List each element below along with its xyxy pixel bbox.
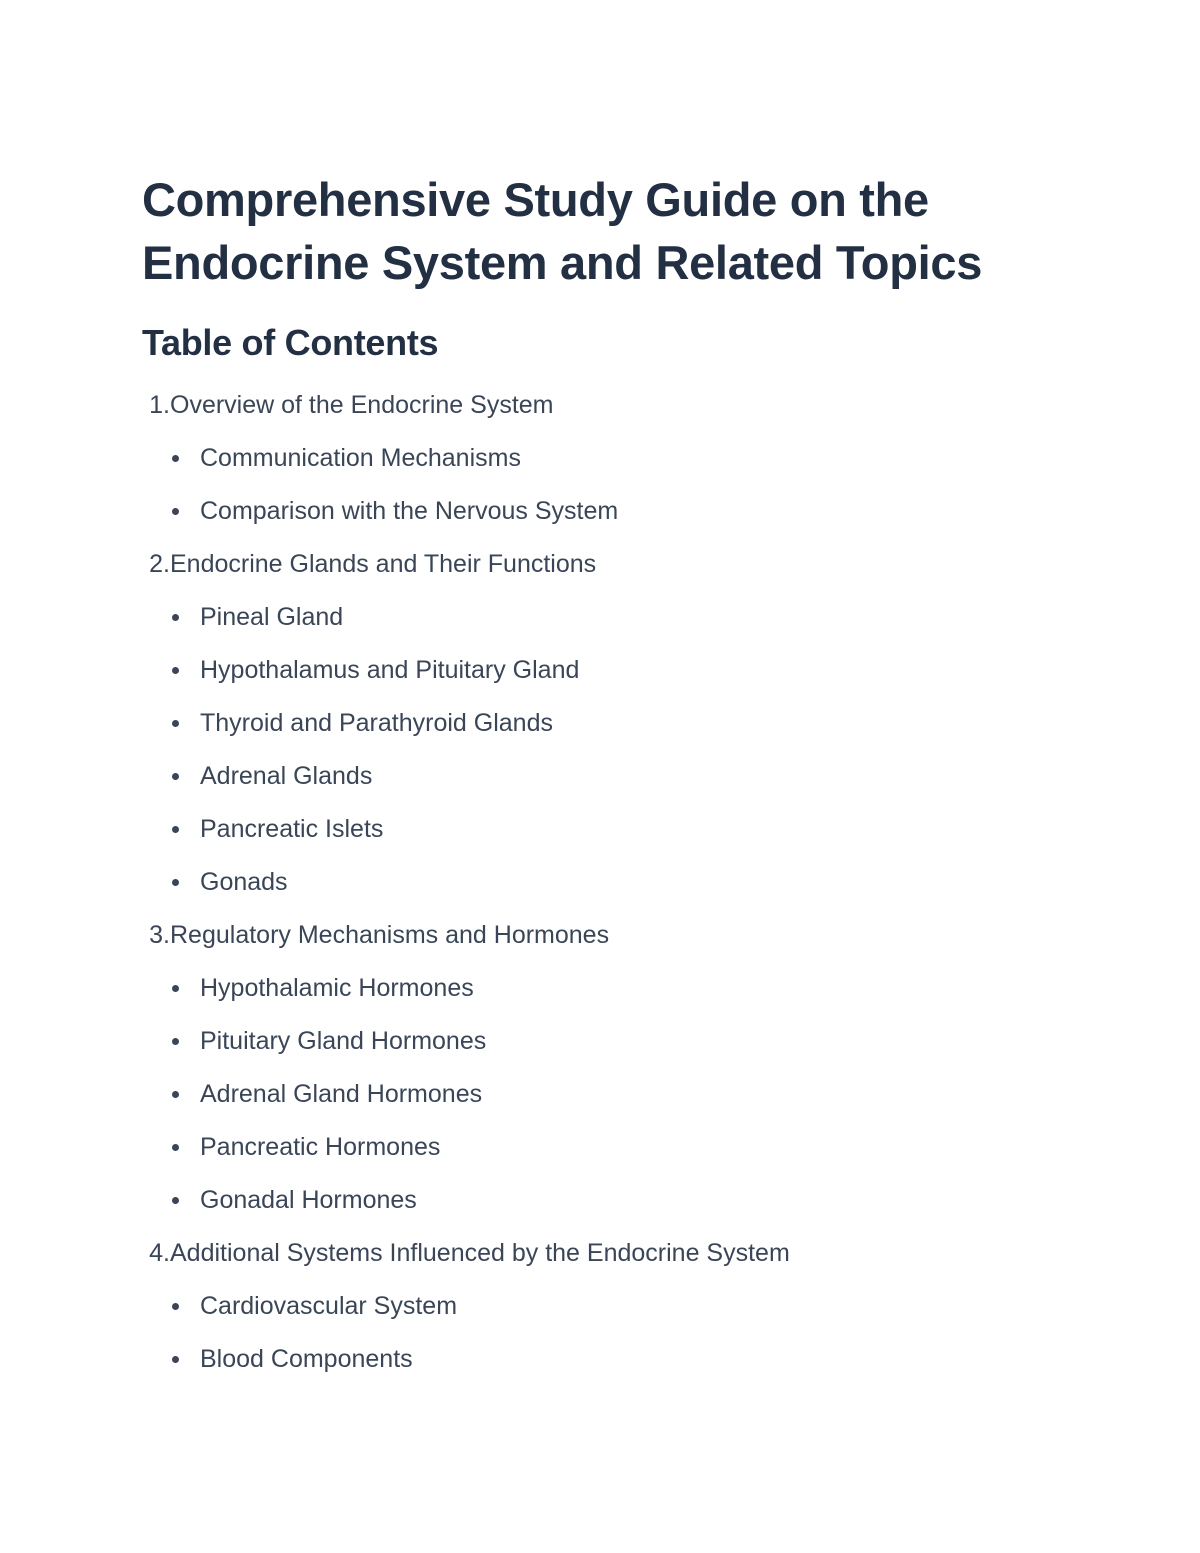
toc-section [142, 922, 1102, 1240]
bullet-icon [172, 1144, 179, 1151]
toc-subsection-label: Communication Mechanisms [200, 444, 521, 472]
toc-section-heading[interactable] [142, 1240, 1102, 1293]
toc-subsection-list [142, 445, 1102, 551]
bullet-icon [172, 508, 179, 515]
bullet-icon [172, 1091, 179, 1098]
toc-section [142, 392, 1102, 551]
bullet-icon [172, 720, 179, 727]
bullet-icon [172, 773, 179, 780]
toc-subsection-item[interactable] [142, 445, 1102, 498]
toc-subsection-label: Comparison with the Nervous System [200, 497, 619, 525]
bullet-icon [172, 667, 179, 674]
toc-subsection-label: Pineal Gland [200, 603, 344, 631]
document-title [142, 168, 1102, 294]
toc-subsection-label: Pancreatic Hormones [200, 1133, 441, 1161]
toc-subsection-label: Adrenal Glands [200, 762, 373, 790]
toc-subsection-item[interactable] [142, 657, 1102, 710]
toc-subsection-label: Gonadal Hormones [200, 1186, 417, 1214]
bullet-icon [172, 879, 179, 886]
toc-section-label: Regulatory Mechanisms and Hormones [170, 921, 610, 949]
toc-subsection-label: Adrenal Gland Hormones [200, 1080, 483, 1108]
bullet-icon [172, 1303, 179, 1310]
toc-subsection-label: Blood Components [200, 1345, 413, 1373]
toc-section-heading[interactable] [142, 922, 1102, 975]
bullet-icon [172, 1197, 179, 1204]
bullet-icon [172, 826, 179, 833]
toc-section-label: Additional Systems Influenced by the Endocrine System [170, 1239, 790, 1267]
toc-section-heading[interactable] [142, 551, 1102, 604]
toc-subsection-label: Pituitary Gland Hormones [200, 1027, 487, 1055]
toc-subsection-label: Cardiovascular System [200, 1292, 458, 1320]
toc-subsection-label: Hypothalamus and Pituitary Gland [200, 656, 580, 684]
toc-subsection-item[interactable] [142, 1293, 1102, 1346]
toc-section-label: Endocrine Glands and Their Functions [170, 550, 597, 578]
toc-subsection-list [142, 1293, 1102, 1399]
bullet-icon [172, 1356, 179, 1363]
bullet-icon [172, 985, 179, 992]
toc-subsection-item[interactable] [142, 1346, 1102, 1399]
toc-subsection-item[interactable] [142, 1187, 1102, 1240]
toc-subsection-item[interactable] [142, 975, 1102, 1028]
document-page [142, 168, 1102, 1399]
toc-subsection-list [142, 975, 1102, 1240]
table-of-contents [142, 392, 1102, 1399]
toc-subsection-item[interactable] [142, 816, 1102, 869]
toc-subsection-item[interactable] [142, 763, 1102, 816]
bullet-icon [172, 614, 179, 621]
toc-section [142, 551, 1102, 922]
toc-section-number: 2. [149, 550, 170, 578]
toc-section-label: Overview of the Endocrine System [170, 391, 554, 419]
toc-section-heading[interactable] [142, 392, 1102, 445]
toc-subsection-item[interactable] [142, 710, 1102, 763]
toc-subsection-label: Thyroid and Parathyroid Glands [200, 709, 553, 737]
bullet-icon [172, 455, 179, 462]
toc-subsection-item[interactable] [142, 1028, 1102, 1081]
bullet-icon [172, 1038, 179, 1045]
toc-subsection-item[interactable] [142, 1134, 1102, 1187]
toc-subsection-list [142, 604, 1102, 922]
toc-section-number: 4. [149, 1239, 170, 1267]
toc-subsection-item[interactable] [142, 1081, 1102, 1134]
toc-subsection-item[interactable] [142, 604, 1102, 657]
document-title-line-2: Endocrine System and Related Topics [142, 236, 983, 289]
toc-subsection-label: Gonads [200, 868, 288, 896]
toc-subsection-label: Pancreatic Islets [200, 815, 384, 843]
toc-subsection-item[interactable] [142, 869, 1102, 922]
toc-subsection-label: Hypothalamic Hormones [200, 974, 474, 1002]
toc-section-number: 3. [149, 921, 170, 949]
toc-section-number: 1. [149, 391, 170, 419]
toc-section [142, 1240, 1102, 1399]
toc-subsection-item[interactable] [142, 498, 1102, 551]
toc-heading: Table of Contents [142, 322, 439, 363]
document-title-line-1: Comprehensive Study Guide on the [142, 173, 929, 226]
